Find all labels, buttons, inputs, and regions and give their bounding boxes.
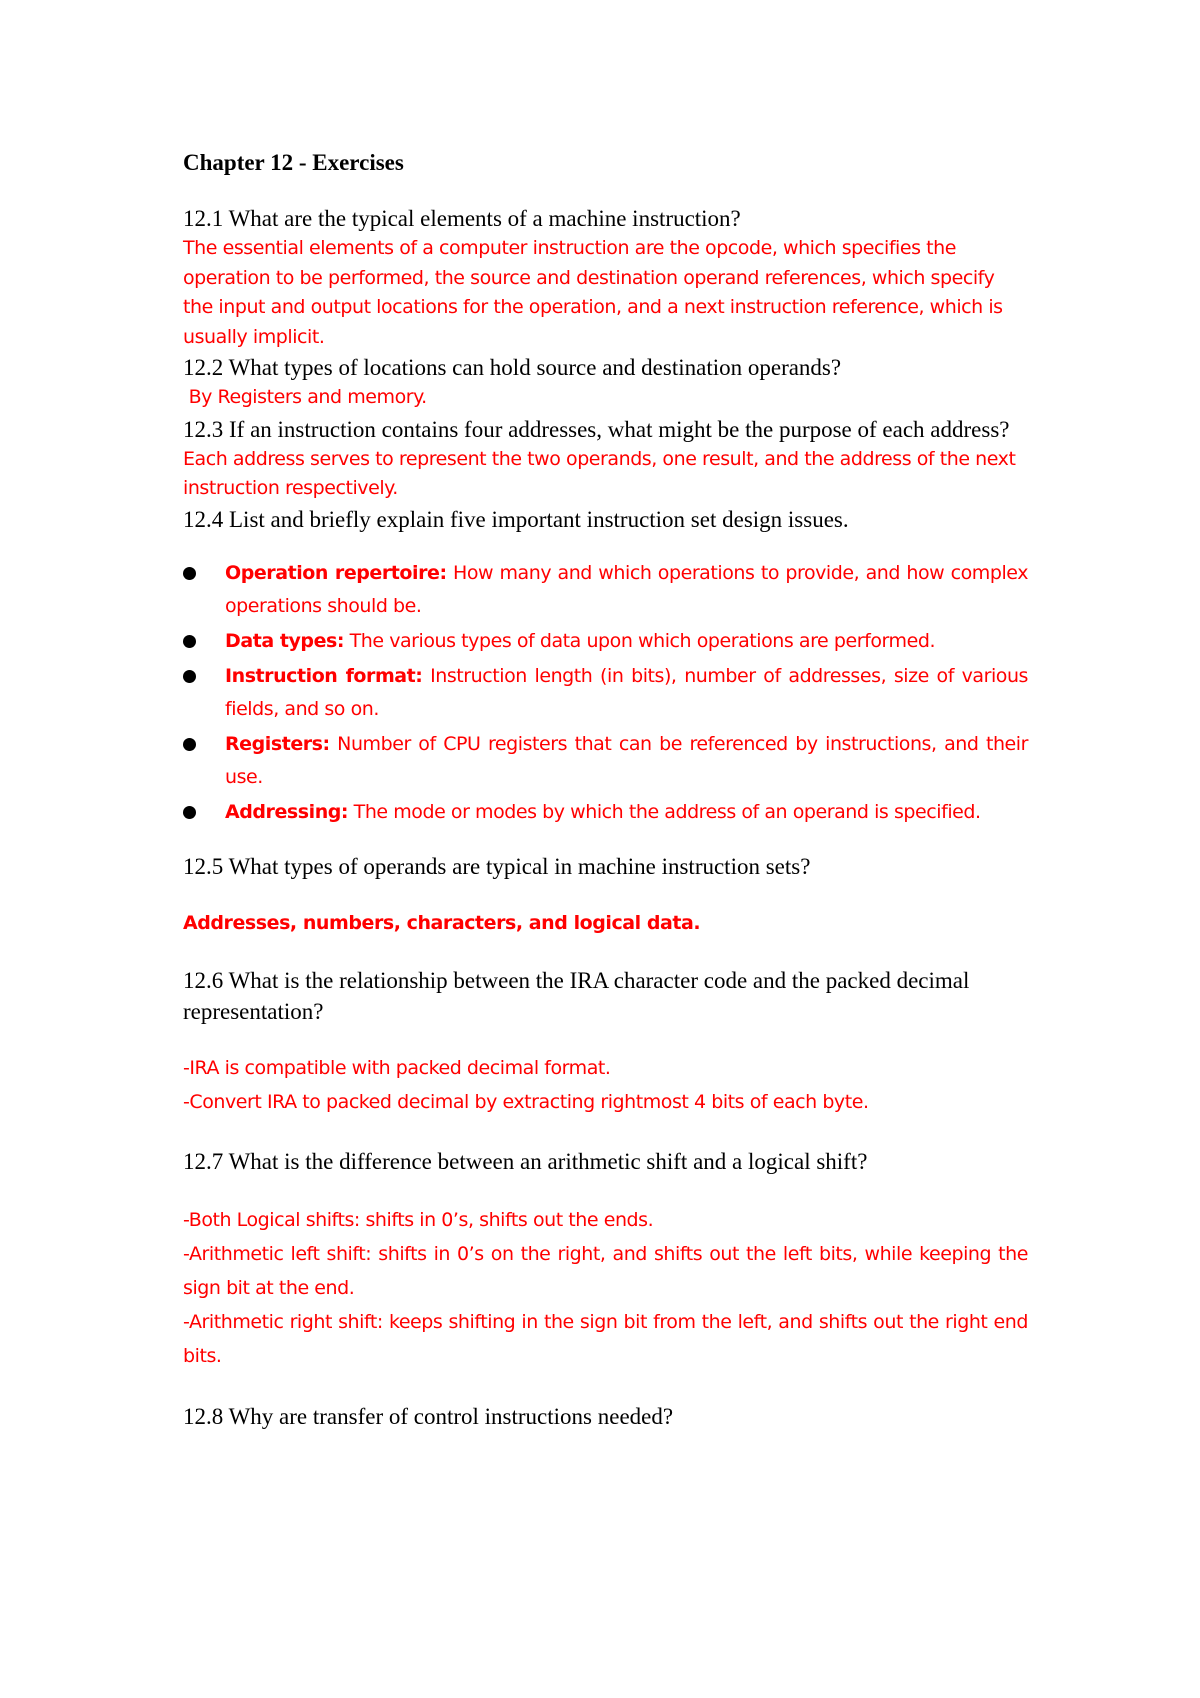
design-issues-list xyxy=(183,557,1028,829)
bullet-icon xyxy=(183,806,196,819)
question-12-1: 12.1 What are the typical elements of a machine instruction? xyxy=(183,206,741,231)
list-item-addressing xyxy=(183,796,1028,829)
question-12-5: 12.5 What types of operands are typical in machine instruction sets? xyxy=(183,853,811,879)
list-item-text: Instruction length (in bits), number of addresses, size of various fields, and so on. xyxy=(225,664,1028,720)
answer-12-7-line-1: -Both Logical shifts: shifts in 0’s, shifts out the ends. xyxy=(183,1209,654,1231)
list-item-term: Addressing: xyxy=(225,800,349,823)
answer-12-2: By Registers and memory. xyxy=(183,386,427,408)
answer-12-7-line-3: -Arithmetic right shift: keeps shifting in the sign bit from the left, and shifts out the right end bits. xyxy=(183,1311,1028,1367)
answer-12-6-line-1: -IRA is compatible with packed decimal format. xyxy=(183,1057,611,1079)
answer-12-7-line-2: -Arithmetic left shift: shifts in 0’s on the right, and shifts out the left bits, while keeping the sign bit at the end. xyxy=(183,1243,1028,1299)
list-item-text: The various types of data upon which operations are performed. xyxy=(344,629,936,652)
question-12-7: 12.7 What is the difference between an arithmetic shift and a logical shift? xyxy=(183,1149,868,1174)
list-item-text: How many and which operations to provide, and how complex operations should be. xyxy=(225,561,1028,617)
list-item-term: Data types: xyxy=(225,629,345,652)
list-item-operation-repertoire xyxy=(183,557,1028,623)
document-page xyxy=(183,0,1028,1432)
list-item-term: Operation repertoire: xyxy=(225,561,447,584)
answer-12-3: Each address serves to represent the two operands, one result, and the address of the next instruction respectively. xyxy=(183,447,1016,499)
bullet-icon xyxy=(183,567,196,580)
bullet-icon xyxy=(183,670,196,683)
question-12-4: 12.4 List and briefly explain five important instruction set design issues. xyxy=(183,506,849,532)
list-item-registers xyxy=(183,728,1028,794)
page-title: Chapter 12 - Exercises xyxy=(183,150,404,175)
question-12-3: 12.3 If an instruction contains four addresses, what might be the purpose of each address? xyxy=(183,416,1010,442)
list-item-data-types xyxy=(183,625,1028,658)
answer-12-5: Addresses, numbers, characters, and logical data. xyxy=(183,911,701,934)
bullet-icon xyxy=(183,738,196,751)
question-12-8: 12.8 Why are transfer of control instructions needed? xyxy=(183,1404,674,1429)
list-item-instruction-format xyxy=(183,660,1028,726)
list-item-text: Number of CPU registers that can be referenced by instructions, and their use. xyxy=(225,732,1028,788)
question-12-2: 12.2 What types of locations can hold source and destination operands? xyxy=(183,355,842,380)
list-item-text: The mode or modes by which the address of an operand is specified. xyxy=(348,800,981,823)
answer-12-1: The essential elements of a computer instruction are the opcode, which specifies the operation to be performed, the source and destination operand references, which specify the input and output locations for the operation, and a next instruction reference, which is usually implicit. xyxy=(183,237,1003,348)
question-12-6: 12.6 What is the relationship between the IRA character code and the packed decimal representation? xyxy=(183,968,970,1024)
bullet-icon xyxy=(183,635,196,648)
list-item-term: Registers: xyxy=(225,732,330,755)
answer-12-6-line-2: -Convert IRA to packed decimal by extracting rightmost 4 bits of each byte. xyxy=(183,1091,869,1113)
list-item-term: Instruction format: xyxy=(225,664,423,687)
